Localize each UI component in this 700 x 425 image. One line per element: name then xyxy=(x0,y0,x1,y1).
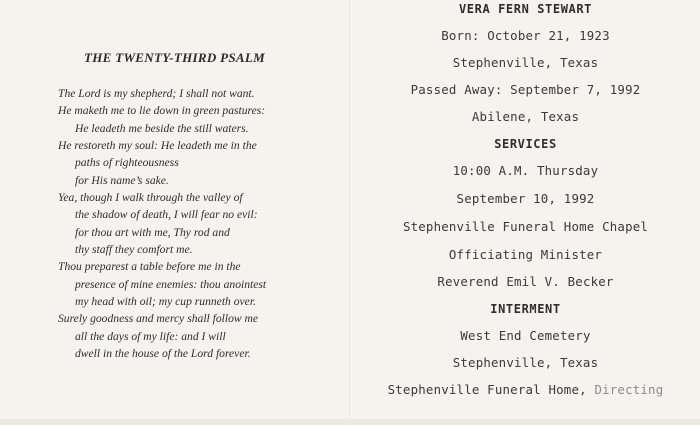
psalm-line: Thou preparest a table before me in the xyxy=(58,260,241,274)
interment-heading: INTERMENT xyxy=(490,302,561,316)
psalm-line: Surely goodness and mercy shall follow me xyxy=(58,312,259,326)
obituary-panel xyxy=(351,0,700,425)
psalm-line: paths of righteousness xyxy=(75,156,179,170)
psalm-line: all the days of my life: and I will xyxy=(75,329,226,343)
funeral-home-directing xyxy=(351,382,700,397)
directing-word: Directing xyxy=(594,382,664,397)
psalm-line: dwell in the house of the Lord forever. xyxy=(75,347,251,361)
cemetery-place: Stephenville, Texas xyxy=(452,355,599,370)
passed-away-place: Abilene, Texas xyxy=(471,109,580,124)
psalm-line: Yea, though I walk through the valley of xyxy=(58,191,243,205)
service-time: 10:00 A.M. Thursday xyxy=(452,163,599,178)
psalm-line: my head with oil; my cup runneth over. xyxy=(75,295,256,309)
psalm-text xyxy=(58,85,343,363)
psalm-panel xyxy=(0,0,349,425)
minister-name: Reverend Emil V. Becker xyxy=(437,274,614,289)
service-date: September 10, 1992 xyxy=(456,191,595,206)
born-date: Born: October 21, 1923 xyxy=(441,28,610,43)
services-heading: SERVICES xyxy=(494,137,557,151)
psalm-line: He restoreth my soul: He leadeth me in the xyxy=(58,139,257,153)
deceased-name: VERA FERN STEWART xyxy=(458,2,593,16)
cemetery-name: West End Cemetery xyxy=(460,328,591,343)
psalm-line: for thou art with me, Thy rod and xyxy=(75,225,230,239)
psalm-line: presence of mine enemies: thou anointest xyxy=(75,277,267,291)
psalm-line: thy staff they comfort me. xyxy=(75,243,193,257)
psalm-line: The Lord is my shepherd; I shall not want. xyxy=(58,87,255,100)
funeral-home-name: Stephenville Funeral Home, xyxy=(387,382,595,397)
psalm-line: for His name’s sake. xyxy=(75,173,169,187)
psalm-title: THE TWENTY-THIRD PSALM xyxy=(84,50,265,65)
officiating-label: Officiating Minister xyxy=(448,247,603,262)
psalm-line: the shadow of death, I will fear no evil: xyxy=(75,208,258,222)
psalm-line: He leadeth me beside the still waters. xyxy=(75,121,249,135)
service-location: Stephenville Funeral Home Chapel xyxy=(402,219,649,234)
psalm-line: He maketh me to lie down in green pastures: xyxy=(58,104,266,118)
born-place: Stephenville, Texas xyxy=(452,55,599,70)
passed-away-date: Passed Away: September 7, 1992 xyxy=(410,82,641,97)
